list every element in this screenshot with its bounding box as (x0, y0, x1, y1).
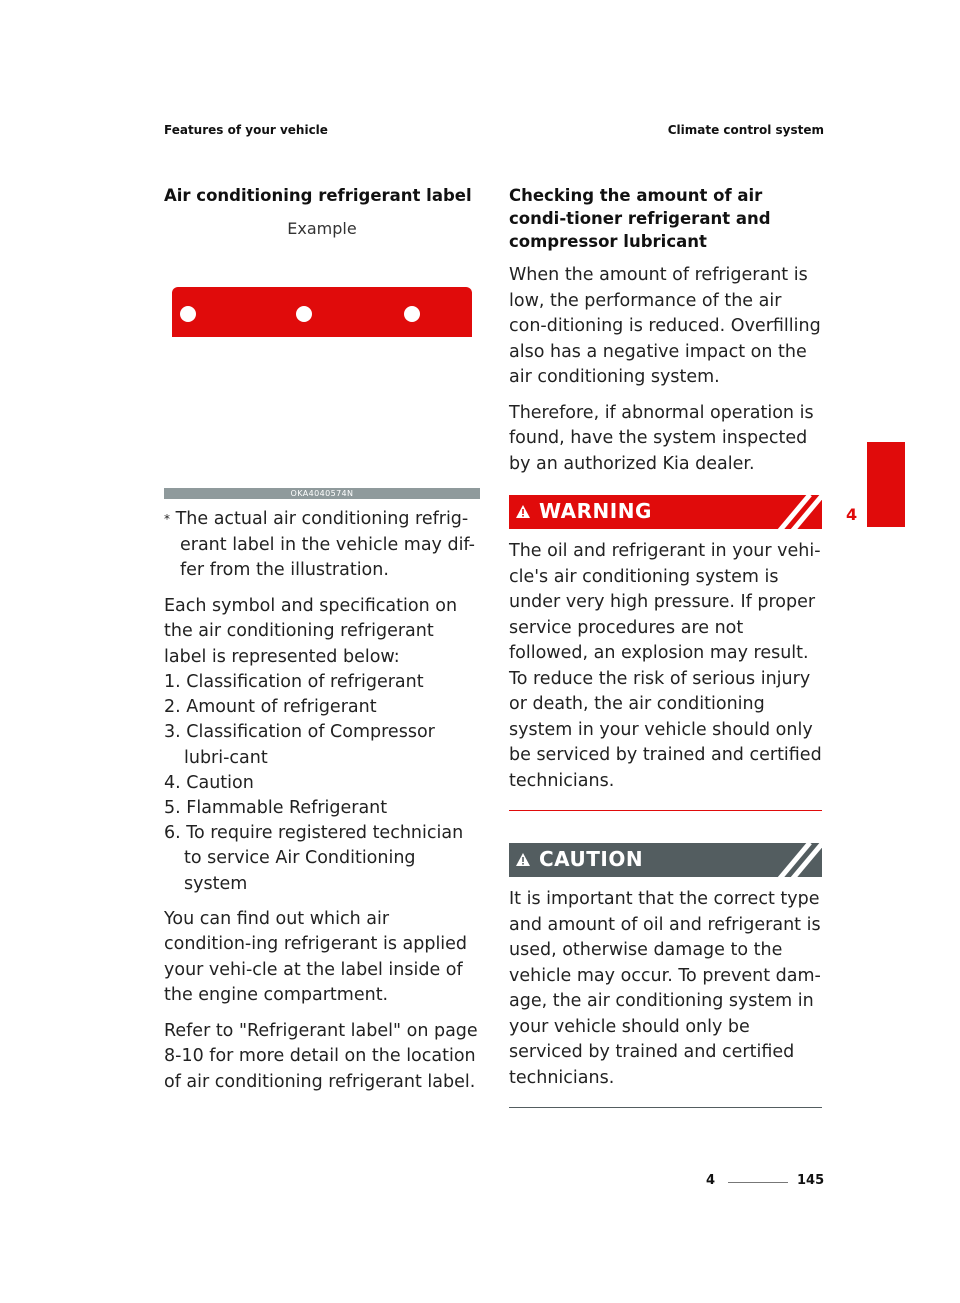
list-item: 4. Caution (164, 772, 254, 793)
running-header-section: Features of your vehicle (164, 123, 328, 137)
list-item: 6. To require registered technician to service Air Conditioning system (164, 823, 464, 894)
symbol-list (164, 670, 480, 897)
list-item: 3. Classification of Compressor lubri-cant (164, 722, 435, 768)
refer-paragraph: Refer to "Refrigerant label" on page 8-10 for more detail on the location of air conditioning refrigerant label. (164, 1020, 478, 1092)
left-column (164, 184, 480, 1095)
warning-label: WARNING (539, 499, 652, 523)
inspection-paragraph: Therefore, if abnormal operation is found, have the system inspected by an authorized Kia dealer. (509, 402, 814, 474)
footer-chapter-number: 4 (706, 1173, 716, 1188)
checking-heading: Checking the amount of air condi-tioner refrigerant and compressor lubricant (509, 186, 771, 251)
low-refrigerant-paragraph: When the amount of refrigerant is low, the performance of the air con-ditioning is reduced. Overfilling also has a negative impact on the air conditioning system. (509, 265, 821, 387)
warning-text: The oil and refrigerant in your vehi-cle's air conditioning system is under very high pressure. If proper service procedures are not followed, an explosion may result. To reduce the risk of serious injury or death, the air conditioning system in your vehicle should only be serviced by trained and certified technicians. (509, 541, 822, 791)
label-dot (180, 306, 196, 322)
refrigerant-label-heading: Air conditioning refrigerant label (164, 186, 472, 205)
page-number: 145 (797, 1173, 825, 1188)
label-dot (404, 306, 420, 322)
warning-banner (509, 495, 822, 529)
location-paragraph: You can find out which air condition-ing refrigerant is applied your vehi-cle at the label inside of the engine compartment. (164, 908, 468, 1006)
label-dot (296, 306, 312, 322)
symbols-intro: Each symbol and specification on the air conditioning refrigerant label is represented below: (164, 595, 458, 667)
warning-triangle-icon (515, 504, 531, 519)
list-item: 5. Flammable Refrigerant (164, 798, 388, 819)
list-item: 1. Classification of refrigerant (164, 672, 424, 692)
note-text: The actual air conditioning refrig-erant label in the vehicle may dif-fer from the illustration. (175, 509, 475, 580)
warning-divider (509, 810, 822, 811)
example-caption: Example (287, 219, 357, 238)
illustration-note: * The actual air conditioning refrig-erant label in the vehicle may dif-fer from the illustration. (164, 509, 475, 580)
list-item: 2. Amount of refrigerant (164, 697, 377, 718)
refrigerant-label-illustration (164, 238, 480, 488)
caution-text: It is important that the correct type and amount of oil and refrigerant is used, otherwise damage to the vehicle may occur. To prevent dam-age, the air conditioning system in your vehicle should only be serviced by trained and certified technicians. (509, 889, 821, 1088)
caution-banner (509, 843, 822, 877)
chapter-side-number: 4 (846, 505, 858, 524)
image-code-bar: OKA4040574N (164, 488, 480, 499)
label-red-strip (172, 287, 472, 337)
running-header-chapter: Climate control system (667, 123, 824, 137)
chapter-side-tab (867, 442, 905, 527)
caution-label: CAUTION (539, 847, 644, 871)
caution-triangle-icon (515, 852, 531, 867)
caution-divider (509, 1107, 822, 1108)
footer-divider (728, 1182, 788, 1183)
right-column (509, 184, 822, 1108)
